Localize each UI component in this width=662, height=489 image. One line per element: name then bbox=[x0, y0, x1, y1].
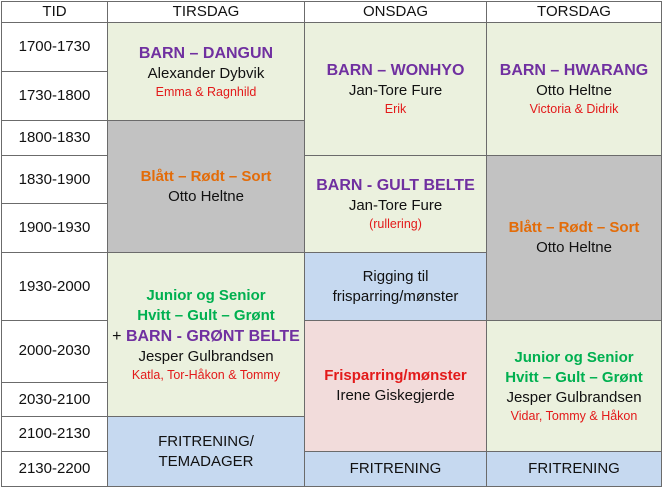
tirsdag-fritrening-cell bbox=[108, 417, 305, 487]
class-title: BARN – DANGUN bbox=[138, 44, 274, 62]
onsdag-barn-wonhyo-cell bbox=[305, 23, 487, 156]
fritrening-line: FRITRENING/ bbox=[158, 432, 254, 450]
teacher-name: Jesper Gulbrandsen bbox=[506, 388, 642, 406]
class-title: Frisparring/mønster bbox=[324, 367, 467, 385]
onsdag-fritrening-cell bbox=[305, 452, 487, 487]
fritrening-label: FRITRENING bbox=[528, 460, 620, 478]
time-row bbox=[2, 321, 662, 382]
tirsdag-junior-cell bbox=[108, 253, 305, 417]
helpers: Erik bbox=[384, 101, 407, 116]
helpers: Victoria & Didrik bbox=[529, 101, 619, 116]
header-onsdag: ONSDAG bbox=[305, 2, 487, 23]
belt-colors: Hvitt – Gult – Grønt bbox=[137, 307, 275, 325]
helpers: (rullering) bbox=[369, 217, 422, 232]
class-title: Junior og Senior bbox=[514, 349, 634, 367]
time-slot: 1900-1930 bbox=[2, 204, 108, 253]
header-torsdag: TORSDAG bbox=[487, 2, 662, 23]
time-slot: 1930-2000 bbox=[2, 253, 108, 321]
time-row bbox=[2, 452, 662, 487]
time-slot: 1800-1830 bbox=[2, 120, 108, 155]
fritrening-label: FRITRENING bbox=[349, 460, 442, 478]
torsdag-barn-hwarang-cell bbox=[487, 23, 662, 156]
onsdag-barn-gult-cell bbox=[305, 155, 487, 253]
extra-class-title: BARN - GRØNT BELTE bbox=[125, 327, 300, 345]
helpers: Vidar, Tommy & Håkon bbox=[510, 408, 638, 423]
header-tirsdag: TIRSDAG bbox=[108, 2, 305, 23]
helpers: Emma & Ragnhild bbox=[155, 84, 257, 99]
rigging-line: frisparring/mønster bbox=[332, 287, 459, 305]
teacher-name: Otto Heltne bbox=[168, 187, 244, 205]
header-row bbox=[2, 2, 662, 23]
teacher-name: Jan-Tore Fure bbox=[348, 197, 443, 215]
time-row bbox=[2, 155, 662, 204]
helpers: Katla, Tor-Håkon & Tommy bbox=[131, 367, 281, 382]
fritrening-line: TEMADAGER bbox=[158, 452, 254, 470]
class-title: BARN - GULT BELTE bbox=[316, 177, 475, 195]
onsdag-frisparring-cell bbox=[305, 321, 487, 452]
belt-colors: Hvitt – Gult – Grønt bbox=[505, 369, 643, 387]
onsdag-rigging-cell bbox=[305, 253, 487, 321]
time-slot: 1830-1900 bbox=[2, 155, 108, 204]
time-row bbox=[2, 23, 662, 72]
class-title: BARN – HWARANG bbox=[499, 62, 649, 80]
plus-sign: + bbox=[112, 327, 126, 345]
teacher-name: Jesper Gulbrandsen bbox=[138, 348, 274, 365]
tirsdag-blatt-cell bbox=[108, 120, 305, 253]
class-title: BARN – WONHYO bbox=[326, 62, 465, 80]
time-slot: 1730-1800 bbox=[2, 71, 108, 120]
teacher-name: Irene Giskegjerde bbox=[336, 387, 455, 405]
teacher-name: Jan-Tore Fure bbox=[348, 82, 443, 100]
teacher-name: Alexander Dybvik bbox=[147, 64, 265, 82]
teacher-name: Otto Heltne bbox=[536, 238, 612, 256]
time-slot: 2000-2030 bbox=[2, 321, 108, 382]
torsdag-junior-cell bbox=[487, 321, 662, 452]
class-title: Blått – Rødt – Sort bbox=[140, 167, 272, 185]
time-slot: 2100-2130 bbox=[2, 417, 108, 452]
time-slot: 2130-2200 bbox=[2, 452, 108, 487]
torsdag-blatt-cell bbox=[487, 155, 662, 321]
header-tid: TID bbox=[2, 2, 108, 23]
time-slot: 2030-2100 bbox=[2, 382, 108, 417]
schedule-table bbox=[1, 1, 662, 487]
teacher-name: Otto Heltne bbox=[536, 82, 612, 100]
class-title: Blått – Rødt – Sort bbox=[508, 219, 640, 237]
torsdag-fritrening-cell bbox=[487, 452, 662, 487]
extra-class bbox=[110, 326, 302, 347]
rigging-line: Rigging til bbox=[362, 267, 429, 285]
class-title: Junior og Senior bbox=[146, 287, 266, 305]
time-slot: 1700-1730 bbox=[2, 23, 108, 72]
tirsdag-barn-dangun-cell bbox=[108, 23, 305, 121]
